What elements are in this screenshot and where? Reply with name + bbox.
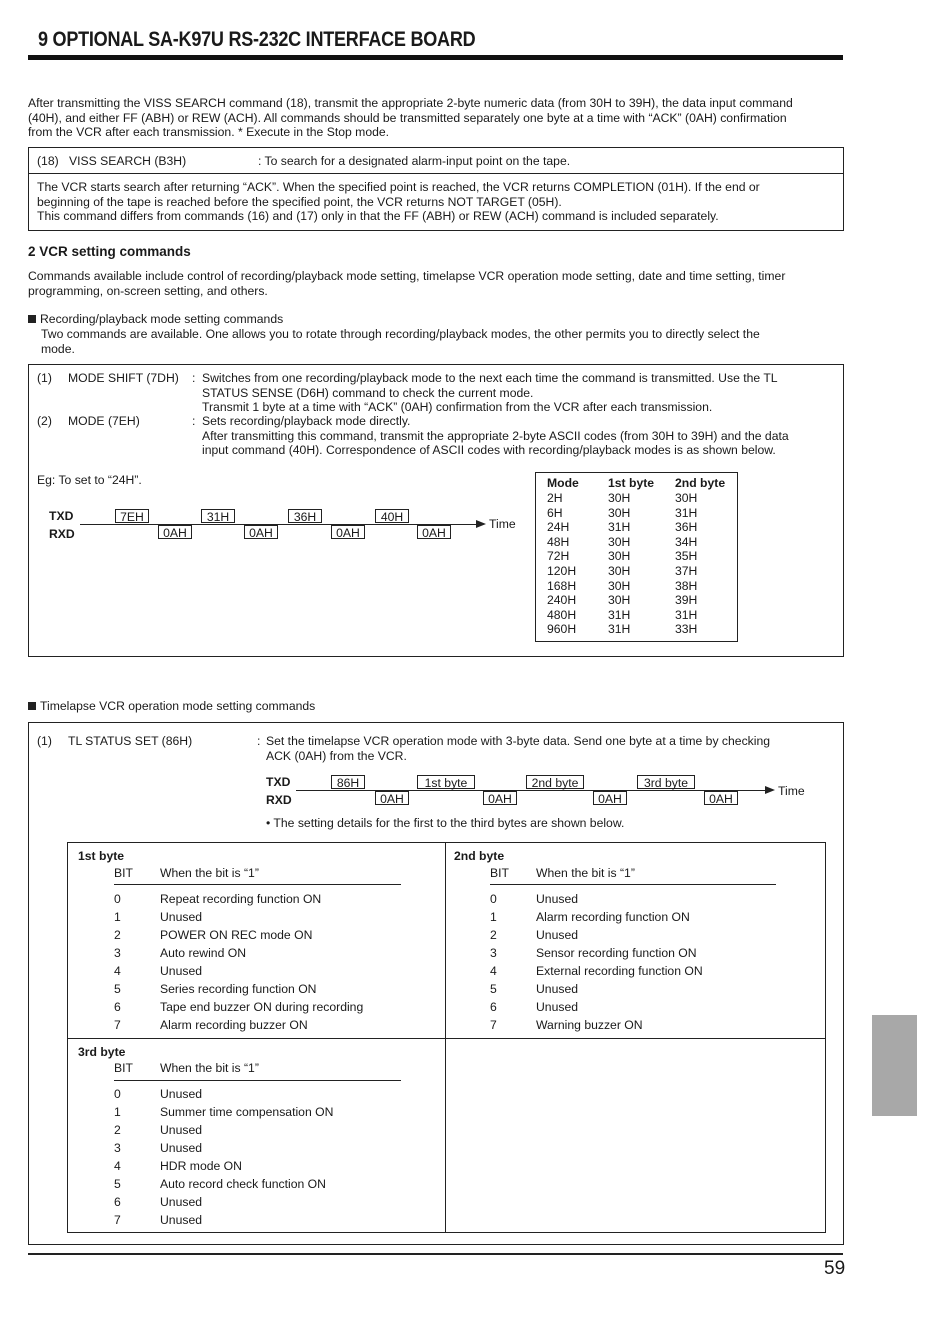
bit-number: 6: [490, 1000, 497, 1014]
intro-line: (40H), and either FF (ABH) or REW (ACH). All commands should be transmitted separately one byte at a time with “ACK” (0AH) confirmation: [28, 110, 787, 125]
bit-row: [114, 980, 414, 998]
bit-row: [114, 926, 414, 944]
mode-table-cell: 6H: [547, 505, 563, 520]
mode-table-cell: 30H: [608, 564, 631, 578]
bit-row: [114, 962, 414, 980]
txd-cell: 2nd byte: [526, 775, 584, 789]
viss-body-line: This command differs from commands (16) and (17) only in that the FF (ABH) or REW (ACH) command is included separately.: [37, 209, 719, 223]
rxd-cell: 0AH: [331, 525, 365, 539]
bit-description: Alarm recording function ON: [536, 910, 690, 924]
rxd-label: RXD: [49, 527, 75, 541]
title-rule: [28, 55, 843, 60]
bit-description: Unused: [160, 1123, 203, 1137]
bit-number: 0: [490, 892, 497, 906]
mode-table-row: [547, 593, 727, 608]
bit-number: 5: [114, 982, 121, 996]
recpb-heading: [28, 312, 283, 326]
bit-description: POWER ON REC mode ON: [160, 928, 313, 942]
bit-row: [114, 944, 414, 962]
bit-number: 3: [490, 946, 497, 960]
bit-description: Repeat recording function ON: [160, 892, 322, 906]
mode-table-cell: 35H: [675, 549, 698, 564]
byte2-title: 2nd byte: [454, 849, 505, 863]
byte1-bit-header: BIT: [114, 866, 133, 880]
bit-row: [490, 926, 790, 944]
bit-row: [114, 1175, 414, 1193]
rxd-cell: 0AH: [417, 525, 451, 539]
recpb-heading-text: Recording/playback mode setting commands: [40, 312, 284, 326]
bit-description: Unused: [536, 928, 579, 942]
txd-cell: 31H: [201, 509, 235, 523]
rxd-cell: 0AH: [375, 791, 409, 805]
rxd-cell: 0AH: [244, 525, 278, 539]
section-intro-line: Commands available include control of recording/playback mode setting, timelapse VCR operation mode setting, date and time setting, timer: [28, 269, 786, 283]
mode-table-cell: 240H: [547, 593, 577, 608]
mode-table-cell: 30H: [608, 549, 631, 564]
intro-paragraph: [28, 96, 793, 140]
bit-row: [490, 908, 790, 926]
bit-description: Alarm recording buzzer ON: [160, 1018, 308, 1032]
mode-table-cell: 31H: [608, 607, 631, 622]
mode-table-cell: 39H: [675, 593, 698, 608]
mode-table-cell: 120H: [547, 564, 577, 578]
bit-row: [114, 998, 414, 1016]
mode-table-row: [547, 579, 727, 594]
mode-table-header-cell: 2nd byte: [675, 476, 726, 490]
cmd1-desc-line: Switches from one recording/playback mode to the next each time the command is transmitted. Use the TL: [202, 371, 778, 385]
bit-number: 0: [114, 892, 121, 906]
example-label: Eg: To set to “24H”.: [37, 473, 142, 487]
txd-cell: 1st byte: [417, 775, 475, 789]
rxd-cell: 0AH: [704, 791, 738, 805]
bit-number: 4: [114, 1159, 121, 1173]
rxd-cell: 0AH: [158, 525, 192, 539]
bit-description: Sensor recording function ON: [536, 946, 697, 960]
viss-divider: [28, 173, 844, 174]
bit-description: Unused: [160, 1195, 203, 1209]
intro-line: After transmitting the VISS SEARCH command (18), transmit the appropriate 2-byte numeric data (from 30H to 39H), the data input command: [28, 96, 793, 110]
bit-tables-hdivider: [67, 1038, 826, 1039]
section-thumb-tab: [872, 1015, 917, 1116]
mode-table-cell: 31H: [675, 505, 698, 520]
bit-row: [114, 1085, 414, 1103]
rxd-cell: 0AH: [483, 791, 517, 805]
mode-table-cell: 38H: [675, 578, 698, 593]
bit-number: 2: [114, 928, 121, 942]
cmd2-num: (2): [37, 414, 52, 428]
byte3-when-header: When the bit is “1”: [160, 1061, 259, 1075]
bit-number: 3: [114, 1141, 121, 1155]
intro-line: from the VCR after each transmission. * Execute in the Stop mode.: [28, 125, 390, 139]
mode-table-row: [547, 564, 727, 579]
tl-cmd-colon: :: [257, 734, 261, 748]
bit-row: [490, 962, 790, 980]
cmd1-desc-line: Transmit 1 byte at a time with “ACK” (0AH) confirmation from the VCR after each transmission.: [202, 400, 713, 414]
bit-number: 3: [114, 946, 121, 960]
bit-row: [490, 944, 790, 962]
bit-description: Unused: [536, 892, 579, 906]
cmd2-name: MODE (7EH): [68, 414, 140, 428]
section-intro-line: programming, on-screen setting, and others.: [28, 283, 268, 298]
bit-description: Unused: [536, 1000, 579, 1014]
bit-row: [114, 1139, 414, 1157]
bit-number: 6: [114, 1195, 121, 1209]
bit-description: HDR mode ON: [160, 1159, 242, 1173]
cmd1-name: MODE SHIFT (7DH): [68, 371, 179, 385]
cmd1-num: (1): [37, 371, 52, 385]
byte1-when-header: When the bit is “1”: [160, 866, 259, 880]
bit-description: Series recording function ON: [160, 982, 317, 996]
mode-table-cell: 37H: [675, 564, 698, 578]
bit-description: Unused: [160, 1087, 203, 1101]
cmd2-desc-line: Sets recording/playback mode directly.: [202, 414, 411, 428]
bit-number: 1: [490, 910, 497, 924]
viss-body: [37, 180, 760, 224]
txd-label: TXD: [266, 775, 291, 789]
txd-label: TXD: [49, 509, 74, 523]
mode-table-cell: 72H: [547, 549, 570, 564]
bit-number: 1: [114, 1105, 121, 1119]
bit-number: 0: [114, 1087, 121, 1101]
byte2-bit-header: BIT: [490, 866, 509, 880]
viss-name: VISS SEARCH (B3H): [69, 154, 187, 168]
bit-number: 7: [114, 1018, 121, 1032]
bit-description: Unused: [536, 982, 579, 996]
bit-number: 4: [490, 964, 497, 978]
mode-table-header: [547, 476, 727, 491]
bit-number: 5: [114, 1177, 121, 1191]
mode-table-cell: 30H: [675, 491, 698, 505]
recpb-desc-line: mode.: [41, 341, 75, 356]
mode-table-cell: 30H: [608, 578, 631, 593]
timing-axis: [296, 790, 765, 791]
arrow-right-icon: [765, 786, 775, 794]
bit-row: [490, 980, 790, 998]
mode-table-row: [547, 622, 727, 637]
bit-description: Unused: [160, 910, 203, 924]
mode-table-header-cell: Mode: [547, 476, 579, 490]
mode-table-row: [547, 608, 727, 623]
viss-body-line: beginning of the tape is reached before the specified point, the VCR returns NOT TARGET (05H).: [37, 194, 562, 209]
tl-heading: [28, 699, 315, 713]
mode-table-cell: 48H: [547, 534, 570, 549]
mode-table-cell: 480H: [547, 607, 577, 622]
mode-table-row: [547, 535, 727, 550]
bit-row: [114, 908, 414, 926]
square-bullet-icon: [28, 702, 36, 710]
bit-number: 1: [114, 910, 121, 924]
bit-row: [490, 998, 790, 1016]
page-number: 59: [824, 1258, 846, 1279]
footer-rule: [28, 1253, 843, 1255]
byte2-header-rule: [490, 884, 776, 885]
mode-table-cell: 24H: [547, 520, 570, 535]
recpb-desc-line: Two commands are available. One allows you to rotate through recording/playback modes, the other permits you to directly select the: [41, 327, 760, 341]
cmd1-colon: :: [192, 371, 196, 385]
tl-cmd-desc-line: Set the timelapse VCR operation mode with 3-byte data. Send one byte at a time by checking: [266, 734, 771, 748]
bit-row: [114, 890, 414, 908]
bit-row: [114, 1016, 414, 1034]
mode-table-row: [547, 491, 727, 506]
bit-number: 7: [114, 1213, 121, 1227]
mode-table-row: [547, 549, 727, 564]
bit-row: [114, 1157, 414, 1175]
tl-heading-text: Timelapse VCR operation mode setting commands: [40, 699, 316, 713]
cmd2-desc: [202, 414, 789, 458]
bit-row: [114, 1103, 414, 1121]
bit-description: Summer time compensation ON: [160, 1105, 334, 1119]
bit-description: Auto record check function ON: [160, 1177, 326, 1191]
bit-description: Unused: [160, 1141, 203, 1155]
bit-row: [490, 890, 790, 908]
cmd1-desc: [202, 371, 778, 415]
time-label: Time: [778, 784, 805, 798]
bit-description: External recording function ON: [536, 964, 703, 978]
section-intro: [28, 269, 785, 298]
mode-table-cell: 33H: [675, 622, 698, 637]
cmd2-colon: :: [192, 414, 196, 428]
byte1-title: 1st byte: [78, 849, 125, 863]
bit-row: [490, 1016, 790, 1034]
rxd-label: RXD: [266, 793, 292, 807]
viss-desc: : To search for a designated alarm-input point on the tape.: [258, 154, 571, 168]
txd-cell: 36H: [288, 509, 322, 523]
bit-description: Warning buzzer ON: [536, 1018, 643, 1032]
mode-table-header-cell: 1st byte: [608, 476, 655, 490]
bit-number: 4: [114, 964, 121, 978]
bit-number: 7: [490, 1018, 497, 1032]
txd-cell: 3rd byte: [637, 775, 695, 789]
mode-table-cell: 31H: [608, 622, 631, 637]
viss-num: (18): [37, 154, 59, 168]
tl-note: • The setting details for the first to the third bytes are shown below.: [266, 816, 625, 830]
rxd-cell: 0AH: [593, 791, 627, 805]
cmd2-desc-line: input command (40H). Correspondence of ASCII codes with recording/playback modes is as shown below.: [202, 443, 776, 457]
bit-row: [114, 1121, 414, 1139]
tl-cmd-desc: [266, 734, 770, 763]
recpb-desc: [41, 327, 760, 356]
mode-table-cell: 31H: [608, 520, 631, 535]
bit-number: 6: [114, 1000, 121, 1014]
bit-row: [114, 1211, 414, 1229]
mode-table-cell: 36H: [675, 520, 698, 535]
mode-table-cell: 960H: [547, 622, 577, 637]
tl-cmd-name: TL STATUS SET (86H): [68, 734, 193, 748]
mode-table-cell: 168H: [547, 578, 577, 593]
time-label: Time: [489, 517, 516, 531]
txd-cell: 7EH: [115, 509, 149, 523]
tl-cmd-num: (1): [37, 734, 52, 748]
mode-table-cell: 30H: [608, 491, 631, 505]
txd-cell: 40H: [375, 509, 409, 523]
byte3-bit-header: BIT: [114, 1061, 133, 1075]
mode-table-cell: 2H: [547, 491, 563, 505]
bit-row: [114, 1193, 414, 1211]
bit-description: Tape end buzzer ON during recording: [160, 1000, 364, 1014]
byte3-title: 3rd byte: [78, 1045, 126, 1059]
section-heading: 2 VCR setting commands: [28, 244, 191, 259]
byte2-when-header: When the bit is “1”: [536, 866, 635, 880]
mode-table-row: [547, 520, 727, 535]
cmd2-desc-line: After transmitting this command, transmit the appropriate 2-byte ASCII codes (from 30H to 39H) and the data: [202, 428, 789, 443]
mode-table-cell: 30H: [608, 505, 631, 520]
mode-table-cell: 34H: [675, 534, 698, 549]
mode-table-row: [547, 506, 727, 521]
bit-description: Unused: [160, 964, 203, 978]
bit-description: Unused: [160, 1213, 203, 1227]
cmd1-desc-line: STATUS SENSE (D6H) command to check the current mode.: [202, 385, 534, 400]
mode-table-cell: 30H: [608, 593, 631, 608]
byte1-header-rule: [114, 884, 401, 885]
bit-number: 2: [490, 928, 497, 942]
square-bullet-icon: [28, 315, 36, 323]
tl-cmd-desc-line: ACK (0AH) from the VCR.: [266, 748, 407, 763]
mode-table-cell: 30H: [608, 534, 631, 549]
arrow-right-icon: [476, 520, 486, 528]
byte3-header-rule: [114, 1080, 401, 1081]
mode-table-cell: 31H: [675, 607, 698, 622]
bit-description: Auto rewind ON: [160, 946, 247, 960]
bit-number: 2: [114, 1123, 121, 1137]
bit-number: 5: [490, 982, 497, 996]
viss-body-line: The VCR starts search after returning “ACK”. When the specified point is reached, the VCR returns COMPLETION (01H). If the end or: [37, 180, 760, 194]
txd-cell: 86H: [331, 775, 365, 789]
page-title: 9 OPTIONAL SA-K97U RS-232C INTERFACE BOARD: [38, 28, 476, 51]
